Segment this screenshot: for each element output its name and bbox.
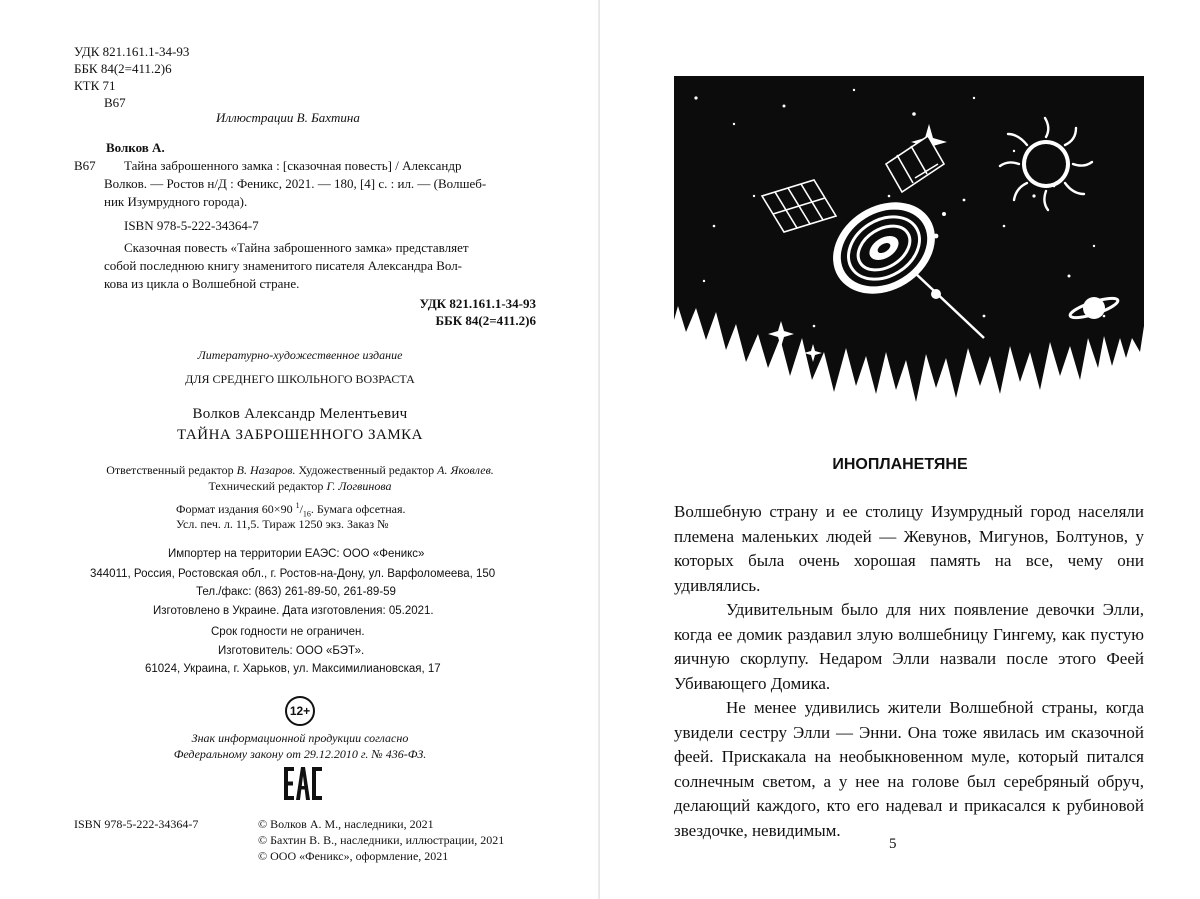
- format-line: Формат издания 60×90 $^1/_{16}$. Бумага офсетная.: [176, 501, 406, 519]
- udk-bold: УДК 821.161.1-34-93: [419, 296, 536, 311]
- format-text: . Бумага офсетная.: [310, 502, 406, 516]
- illustrator-credit: Иллюстрации В. Бахтина: [216, 110, 360, 125]
- shelf-life: Срок годности не ограничен.: [211, 626, 365, 638]
- bbk-code: ББК 84(2=411.2)6: [74, 61, 172, 76]
- story-page: [600, 0, 1200, 899]
- annotation-line: Сказочная повесть «Тайна заброшенного замка» представляет: [124, 240, 469, 255]
- book-title: ТАЙНА ЗАБРОШЕННОГО ЗАМКА: [176, 427, 423, 443]
- space-illustration: [674, 76, 1144, 412]
- tech-editor-line: [0, 479, 600, 494]
- page-number: 5: [889, 836, 897, 852]
- ktk-code: КТК 71: [74, 78, 116, 93]
- isbn-bottom: ISBN 978-5-222-34364-7: [74, 817, 199, 831]
- print-line: Усл. печ. л. 11,5. Тираж 1250 экз. Заказ №: [176, 517, 389, 531]
- info-sign-note: Знак информационной продукции согласно: [191, 731, 409, 745]
- editor-name: А. Яковлев.: [437, 463, 494, 477]
- annotation-line: собой последнюю книгу знаменитого писателя Александра Вол-: [104, 258, 463, 273]
- eac-logo-icon: [283, 766, 323, 802]
- format-text: Формат издания 60×90: [176, 502, 296, 516]
- editors-line: [0, 463, 600, 478]
- manufacturer-address: 61024, Украина, г. Харьков, ул. Максимилиановская, 17: [145, 663, 441, 675]
- copyright-line: © Волков А. М., наследники, 2021: [258, 817, 434, 831]
- isbn-line: ISBN 978-5-222-34364-7: [124, 218, 259, 233]
- manufacturer: Изготовитель: ООО «БЭТ».: [218, 645, 365, 657]
- bibliographic-line: ник Изумрудного города).: [104, 194, 248, 209]
- copyright-line: © Бахтин В. В., наследники, иллюстрации, 2021: [258, 833, 505, 847]
- bbk-bold: ББК 84(2=411.2)6: [435, 313, 536, 328]
- copyright-line: © ООО «Феникс», оформление, 2021: [258, 849, 449, 863]
- age-rating-badge: 12+: [285, 696, 315, 726]
- author-mark: В67: [104, 95, 126, 110]
- edition-type: Литературно-художественное издание: [197, 348, 403, 362]
- annotation-line: кова из цикла о Волшебной стране.: [104, 276, 300, 291]
- importer: Импортер на территории ЕАЭС: ООО «Феникс»: [168, 548, 425, 560]
- format-fraction-bottom: 16: [302, 509, 311, 519]
- editor-role: Ответственный редактор: [106, 463, 237, 477]
- age-group: ДЛЯ СРЕДНЕГО ШКОЛЬНОГО ВОЗРАСТА: [185, 372, 415, 386]
- editor-name: Г. Логвинова: [326, 479, 392, 493]
- editor-role: Технический редактор: [208, 479, 327, 493]
- story-paragraph: Не менее удивились жители Волшебной страны, когда увидели сестру Элли — Энни. Она тоже явилась им сказочной феей. Прискакала на необыкновенном муле, который питался солнечным светом, а у нее на голове был серебряный обруч, делающий каждого, кто его надевал и прикасался к рубиновой звездочке, невидимым.: [674, 698, 1144, 840]
- chapter-title: ИНОПЛАНЕТЯНЕ: [832, 456, 968, 473]
- author-mark-b67: В67: [74, 158, 96, 173]
- story-paragraph: Волшебную страну и ее столицу Изумрудный город населяли племена маленьких людей — Жевунов, Мигунов, Болтунов, у которых была очень хорошая память на все, чему они удивлялись.: [674, 502, 1144, 595]
- format-fraction-top: 1: [295, 501, 300, 510]
- info-sign-note: Федеральному закону от 29.12.2010 г. № 436-ФЗ.: [173, 747, 427, 761]
- editor-role: Художественный редактор: [295, 463, 438, 477]
- udk-code: УДК 821.161.1-34-93: [74, 44, 190, 59]
- story-paragraph: Удивительным было для них появление девочки Элли, когда ее домик раздавил злую волшебницу Гингему, как пустую яичную скорлупу. Недаром Элли назвали после этого Феей Убивающего Домика.: [674, 600, 1144, 693]
- author-heading: Волков А.: [106, 140, 165, 155]
- space-scene-icon: [674, 76, 1144, 412]
- made-in: Изготовлено в Украине. Дата изготовления: 05.2021.: [153, 605, 434, 617]
- story-text: [674, 500, 1144, 843]
- phone: Тел./факс: (863) 261-89-50, 261-89-59: [196, 586, 396, 598]
- eac-mark: [283, 766, 323, 802]
- bibliographic-line: Волков. — Ростов н/Д : Феникс, 2021. — 180, [4] с. : ил. — (Волшеб-: [104, 176, 487, 191]
- bibliographic-line: Тайна заброшенного замка : [сказочная повесть] / Александр: [124, 158, 462, 173]
- editor-name: В. Назаров.: [236, 463, 296, 477]
- author-full-name: Волков Александр Мелентьевич: [192, 406, 408, 422]
- importer-address: 344011, Россия, Ростовская обл., г. Ростов-на-Дону, ул. Варфоломеева, 150: [90, 568, 496, 580]
